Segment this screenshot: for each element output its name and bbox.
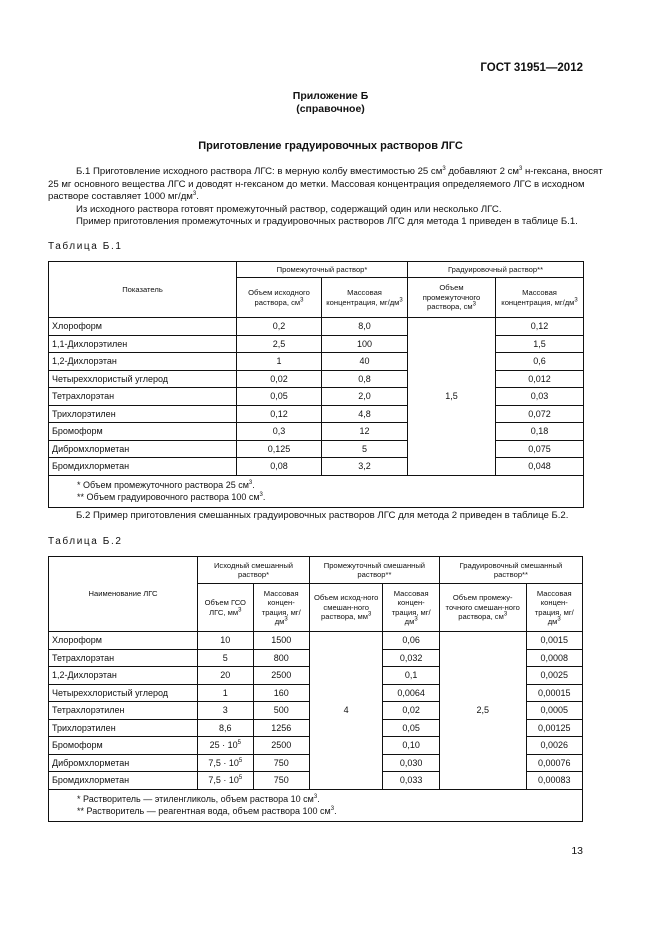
- t2-sub-conc: Массовая концен-трация, $мг/дм^3$: [253, 584, 309, 632]
- substance-name: Дибромхлорметан: [49, 440, 237, 458]
- merged-volume-value: 1,5: [408, 318, 496, 476]
- intermediate-concentration-value: 0,02: [383, 702, 439, 720]
- intermediate-concentration-value: 0,030: [383, 754, 439, 772]
- table-b1: [48, 261, 584, 508]
- table-row: [49, 440, 584, 458]
- source-concentration-value: 1500: [253, 632, 309, 650]
- substance-name: Четыреххлористый углерод: [49, 370, 237, 388]
- volume-value: 0,125: [237, 440, 322, 458]
- gso-volume-text: 25 · 10: [209, 740, 238, 751]
- intermediate-concentration-value: 0,06: [383, 632, 439, 650]
- table1-body: [49, 318, 584, 476]
- volume-value: 0,12: [237, 405, 322, 423]
- intermediate-concentration-value: 0,1: [383, 667, 439, 685]
- concentration-value: 40: [322, 353, 408, 371]
- gso-volume-value: [198, 719, 253, 737]
- paragraph-b2: Б.2 Пример приготовления смешанных градуировочных растворов ЛГС для метода 2 приведен в таблице Б.2.: [76, 510, 569, 521]
- source-concentration-value: 500: [253, 702, 309, 720]
- concentration-value: 0,8: [322, 370, 408, 388]
- calibration-concentration-value: 0,072: [496, 405, 584, 423]
- concentration-value: 2,0: [322, 388, 408, 406]
- substance-name: Четыреххлористый углерод: [49, 684, 198, 702]
- gso-volume-value: [198, 632, 253, 650]
- volume-value: 0,05: [237, 388, 322, 406]
- intermediate-concentration-value: 0,0064: [383, 684, 439, 702]
- substance-name: Трихлорэтилен: [49, 719, 198, 737]
- t1-footnotes: [49, 475, 584, 507]
- source-concentration-value: 800: [253, 649, 309, 667]
- paragraph-example-1: Пример приготовления промежуточных и градуировочных растворов ЛГС для метода 1 приведен в таблице Б.1.: [76, 216, 578, 227]
- t1-head-intermediate: Промежуточный раствор*: [237, 262, 408, 278]
- table-row: [49, 335, 584, 353]
- table-row: [49, 388, 584, 406]
- concentration-value: 12: [322, 423, 408, 441]
- substance-name: Трихлорэтилен: [49, 405, 237, 423]
- table1-caption: Таблица Б.1: [48, 241, 123, 252]
- calibration-concentration-value: 0,0015: [526, 632, 582, 650]
- t2-head-calibration: Градуировочный смешанный раствор**: [439, 557, 582, 584]
- concentration-value: 100: [322, 335, 408, 353]
- page-number: 13: [571, 845, 583, 857]
- appendix-title: Приложение Б: [292, 90, 369, 102]
- volume-value: 0,02: [237, 370, 322, 388]
- substance-name: 1,2-Дихлорэтан: [49, 353, 237, 371]
- merged-intermediate-volume-value: 2,5: [439, 632, 526, 790]
- t2-sub-conc-2: Массовая концен-трация, $мг/дм^3$: [383, 584, 439, 632]
- calibration-concentration-value: 0,00125: [526, 719, 582, 737]
- table-row: [49, 423, 584, 441]
- table-row: [49, 370, 584, 388]
- substance-name: Тетрахлорэтан: [49, 388, 237, 406]
- calibration-concentration-value: 0,6: [496, 353, 584, 371]
- intermediate-concentration-value: 0,10: [383, 737, 439, 755]
- table-row: [49, 318, 584, 336]
- gso-volume-value: [198, 684, 253, 702]
- substance-name: Хлороформ: [49, 318, 237, 336]
- volume-value: 2,5: [237, 335, 322, 353]
- t2-head-source: Исходный смешанный раствор*: [198, 557, 310, 584]
- table-b2: [48, 556, 583, 822]
- table2-body: [49, 632, 583, 790]
- concentration-value: 4,8: [322, 405, 408, 423]
- gso-volume-value: [198, 754, 253, 772]
- t2-sub-volume-gso: Объем ГСО ЛГС, $мм^3$: [198, 584, 253, 632]
- calibration-concentration-value: 0,075: [496, 440, 584, 458]
- substance-name: 1,2-Дихлорэтан: [49, 667, 198, 685]
- exponent: 5: [238, 775, 243, 782]
- calibration-concentration-value: 0,12: [496, 318, 584, 336]
- source-concentration-value: 1256: [253, 719, 309, 737]
- gso-volume-text: 7,5 · 10: [208, 775, 239, 786]
- source-concentration-value: 750: [253, 754, 309, 772]
- calibration-concentration-value: 0,00083: [526, 772, 582, 790]
- gso-volume-value: [198, 702, 253, 720]
- intro-text: [48, 166, 613, 229]
- t2-head-intermediate: Промежуточный смешанный раствор**: [309, 557, 439, 584]
- volume-value: 0,3: [237, 423, 322, 441]
- substance-name: Бромдихлорметан: [49, 772, 198, 790]
- t1-sub-mass-conc-2: Массовая концентрация, $мг/дм^3$: [496, 278, 584, 318]
- source-concentration-value: 750: [253, 772, 309, 790]
- gso-volume-text: 3: [222, 705, 228, 716]
- t1-head-indicator: Показатель: [49, 262, 237, 318]
- substance-name: Тетрахлорэтилен: [49, 702, 198, 720]
- gso-volume-text: 8,6: [219, 722, 232, 733]
- concentration-value: 5: [322, 440, 408, 458]
- calibration-concentration-value: 0,0026: [526, 737, 582, 755]
- source-concentration-value: 2500: [253, 667, 309, 685]
- source-concentration-value: 2500: [253, 737, 309, 755]
- table-row: [49, 632, 583, 650]
- document-code: ГОСТ 31951—2012: [480, 62, 583, 74]
- t2-footnote-1: * Растворитель — этиленгликоль, объем раствора 10 $см^3$.: [77, 793, 320, 804]
- paragraph-b2-block: [48, 510, 613, 523]
- t2-footnote-2: ** Растворитель — реагентная вода, объем раствора 100 $см^3$.: [77, 805, 337, 816]
- exponent: 5: [238, 757, 243, 764]
- substance-name: Бромдихлорметан: [49, 458, 237, 476]
- gso-volume-text: 10: [220, 635, 231, 646]
- table-row: [49, 405, 584, 423]
- substance-name: Бромоформ: [49, 737, 198, 755]
- table-row: [49, 353, 584, 371]
- section-title: Приготовление градуировочных растворов ЛГС: [198, 140, 463, 152]
- t1-sub-volume-source: Объем исходного раствора, $см^3$: [237, 278, 322, 318]
- calibration-concentration-value: 0,00076: [526, 754, 582, 772]
- substance-name: Тетрахлорэтан: [49, 649, 198, 667]
- t1-footnote-2: ** Объем градуировочного раствора 100 $см^3$.: [77, 491, 266, 502]
- gso-volume-text: 1: [222, 687, 228, 698]
- table-row: [49, 458, 584, 476]
- appendix-heading: [0, 90, 661, 116]
- intermediate-concentration-value: 0,033: [383, 772, 439, 790]
- calibration-concentration-value: 0,0005: [526, 702, 582, 720]
- appendix-subtitle: (справочное): [296, 103, 365, 115]
- volume-value: 1: [237, 353, 322, 371]
- paragraph-intermediate: Из исходного раствора готовят промежуточный раствор, содержащий один или несколько ЛГС.: [76, 203, 502, 215]
- gso-volume-text: 20: [220, 670, 231, 681]
- calibration-concentration-value: 0,012: [496, 370, 584, 388]
- t1-head-calibration: Градуировочный раствор**: [408, 262, 584, 278]
- paragraph-b1: Б.1 Приготовление исходного раствора ЛГС: в мерную колбу вместимостью 25 $см^3$ добавляют 2 $см^3$ н-гексана, вносят 25 мг основного вещества ЛГС и доводят н-гексаном до метки. Массовая концентрация определяемого ЛГС в исходном растворе составляет 1000 $мг/дм^3$.: [48, 165, 603, 202]
- table2-caption: Таблица Б.2: [48, 536, 123, 547]
- source-concentration-value: 160: [253, 684, 309, 702]
- t2-sub-volume-source: Объем исход-ного смешан-ного раствора, $мм^3$: [309, 584, 383, 632]
- merged-source-volume-value: 4: [309, 632, 383, 790]
- gso-volume-value: [198, 667, 253, 685]
- intermediate-concentration-value: 0,05: [383, 719, 439, 737]
- gso-volume-value: [198, 737, 253, 755]
- substance-name: Хлороформ: [49, 632, 198, 650]
- calibration-concentration-value: 0,00015: [526, 684, 582, 702]
- substance-name: Дибромхлорметан: [49, 754, 198, 772]
- t2-footnotes: [49, 789, 583, 821]
- calibration-concentration-value: 0,18: [496, 423, 584, 441]
- t1-sub-volume-intermediate: Объем промежуточного раствора, $см^3$: [408, 278, 496, 318]
- calibration-concentration-value: 0,0008: [526, 649, 582, 667]
- volume-value: 0,2: [237, 318, 322, 336]
- concentration-value: 8,0: [322, 318, 408, 336]
- substance-name: Бромоформ: [49, 423, 237, 441]
- t2-sub-volume-intermediate: Объем промежу-точного смешан-ного раствора, $см^3$: [439, 584, 526, 632]
- t1-sub-mass-conc: Массовая концентрация, $мг/дм^3$: [322, 278, 408, 318]
- intermediate-concentration-value: 0,032: [383, 649, 439, 667]
- gso-volume-value: [198, 649, 253, 667]
- calibration-concentration-value: 0,03: [496, 388, 584, 406]
- exponent: 5: [237, 740, 241, 747]
- calibration-concentration-value: 1,5: [496, 335, 584, 353]
- calibration-concentration-value: 0,048: [496, 458, 584, 476]
- substance-name: 1,1-Дихлорэтилен: [49, 335, 237, 353]
- calibration-concentration-value: 0,0025: [526, 667, 582, 685]
- volume-value: 0,08: [237, 458, 322, 476]
- gso-volume-text: 5: [222, 652, 228, 663]
- concentration-value: 3,2: [322, 458, 408, 476]
- gso-volume-text: 7,5 · 10: [208, 757, 239, 768]
- t2-head-name: Наименование ЛГС: [49, 557, 198, 632]
- t2-sub-conc-3: Массовая концен-трация, $мг/дм^3$: [526, 584, 582, 632]
- t1-footnote-1: * Объем промежуточного раствора 25 $см^3$.: [77, 479, 255, 490]
- gso-volume-value: [198, 772, 253, 790]
